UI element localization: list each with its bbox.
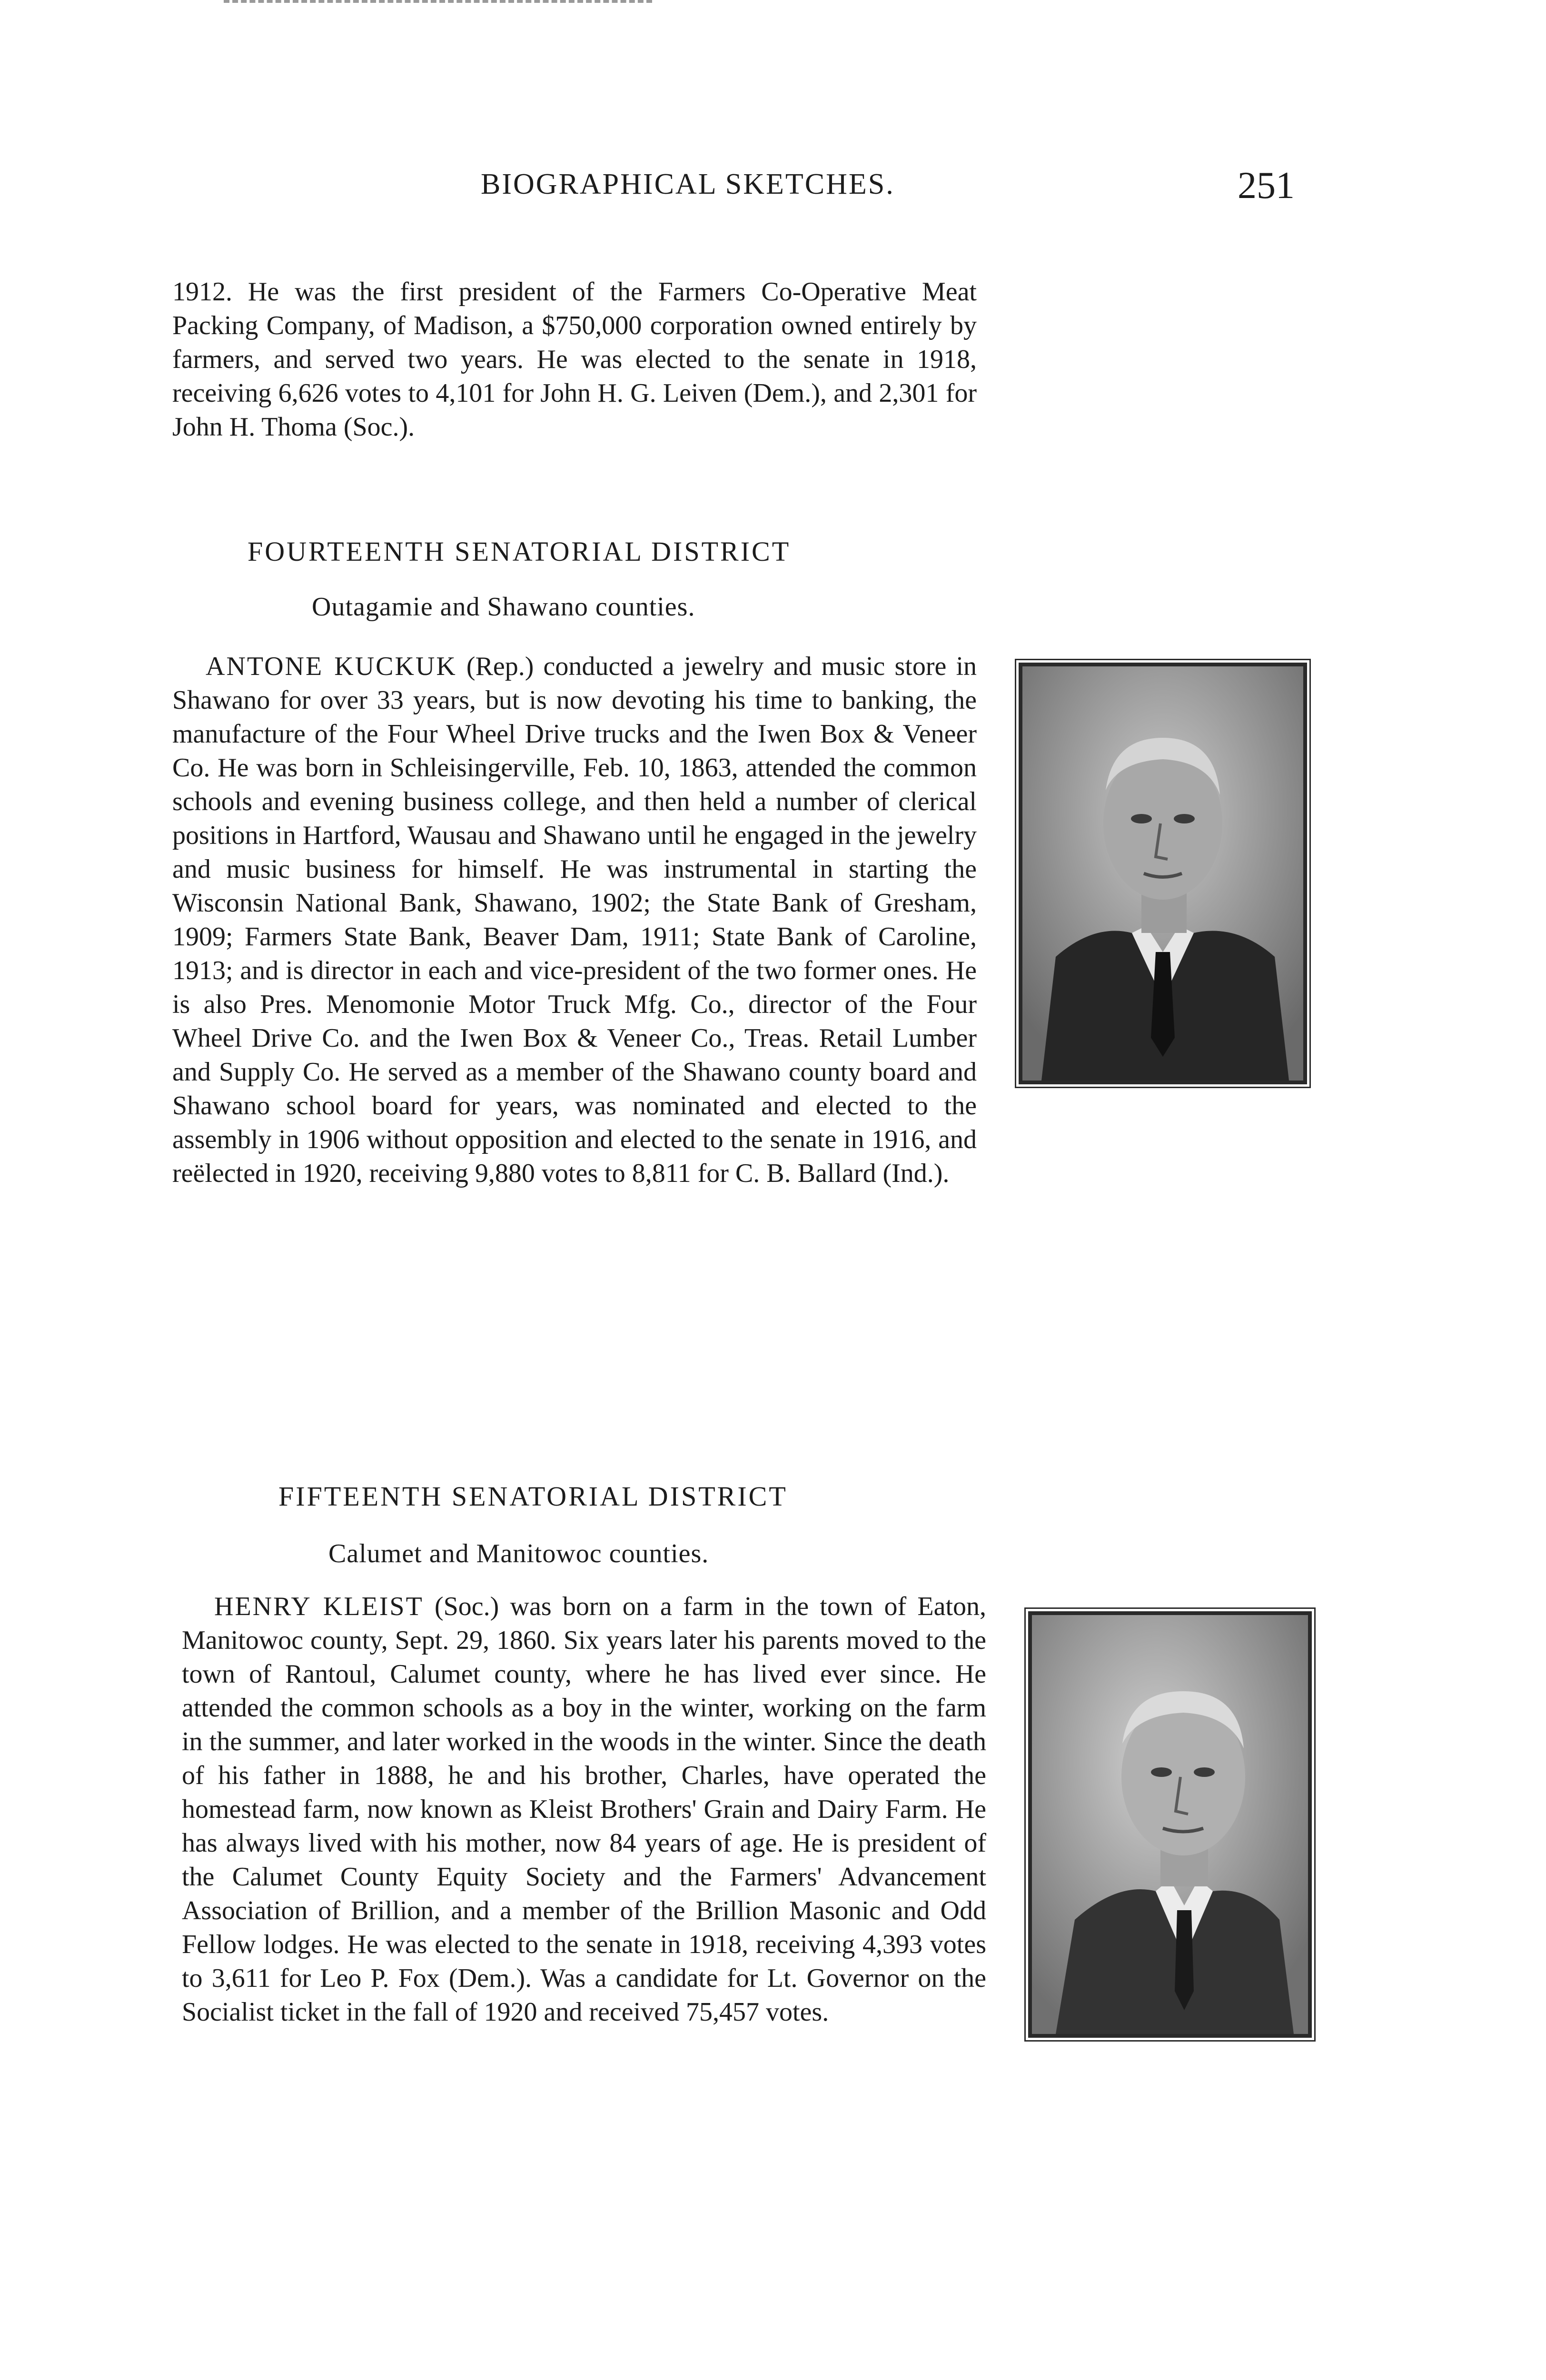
- running-head: BIOGRAPHICAL SKETCHES.: [481, 168, 895, 200]
- continuation-paragraph: 1912. He was the first president of the Farmers Co-Operative Meat Packing Company, of Madison, a $750,000 corporation owned entirely by farmers, and served two years. He was elected to the senate in 1918, receiving 6,626 votes to 4,101 for John H. G. Leiven (Dem.), and 2,301 for John H. Thoma (Soc.).: [172, 277, 977, 442]
- biography-kleist: [182, 1590, 986, 2029]
- scan-artifact-top: [224, 0, 652, 7]
- district-heading-15: FIFTEENTH SENATORIAL DISTRICT: [278, 1481, 788, 1512]
- biography-text-kleist: (Soc.) was born on a farm in the town of Eaton, Manitowoc county, Sept. 29, 1860. Six years later his parents moved to the town of Rantoul, Calumet county, where he has lived ever since. He attended the common schools as a boy in the winter, working on the farm in the summer, and later worked in the woods in the winter. Since the death of his father in 1888, he and his brother, Charles, have operated the homestead farm, now known as Kleist Brothers' Grain and Dairy Farm. He has always lived with his mother, now 84 years of age. He is president of the Calumet County Equity Society and the Farmers' Advancement Association of Brillion, and a member of the Brillion Masonic and Odd Fellow lodges. He was elected to the senate in 1918, receiving 4,393 votes to 3,611 for Leo P. Fox (Dem.). Was a candidate for Lt. Governor on the Socialist ticket in the fall of 1920 and received 75,457 votes.: [182, 1592, 987, 2027]
- page-number: 251: [1238, 165, 1295, 207]
- biography-kuckuk: [172, 650, 977, 1190]
- man-portrait-icon: [1022, 666, 1303, 1081]
- portrait-photo-kleist: [1028, 1611, 1312, 2038]
- district-counties-15: Calumet and Manitowoc counties.: [328, 1539, 709, 1568]
- district-counties-14: Outagamie and Shawano counties.: [312, 592, 695, 622]
- biography-text-kuckuk: (Rep.) conducted a jewelry and music store in Shawano for over 33 years, but is now devoting his time to banking, the manufacture of the Four Wheel Drive trucks and the Iwen Box & Veneer Co. He was born in Schleisingerville, Feb. 10, 1863, attended the common schools and evening business college, and then held a number of clerical positions in Hartford, Wausau and Shawano until he engaged in the jewelry and music business for himself. He was instrumental in starting the Wisconsin National Bank, Shawano, 1902; the State Bank of Gresham, 1909; Farmers State Bank, Beaver Dam, 1911; State Bank of Caroline, 1913; and is director in each and vice-president of the two former ones. He is also Pres. Menomonie Motor Truck Mfg. Co., director of the Four Wheel Drive Co. and the Iwen Box & Veneer Co., Treas. Retail Lumber and Supply Co. He served as a member of the Shawano county board and Shawano school board for years, was nominated and elected to the assembly in 1906 without opposition and elected to the senate in 1916, and reëlected in 1920, receiving 9,880 votes to 8,811 for C. B. Ballard (Ind.).: [172, 652, 977, 1188]
- man-portrait-icon: [1032, 1615, 1308, 2034]
- senator-name-kleist: HENRY KLEIST: [214, 1592, 424, 1621]
- portrait-photo-kuckuk: [1019, 663, 1307, 1084]
- district-heading-14: FOURTEENTH SENATORIAL DISTRICT: [248, 536, 791, 567]
- senator-name-kuckuk: ANTONE KUCKUK: [206, 652, 457, 681]
